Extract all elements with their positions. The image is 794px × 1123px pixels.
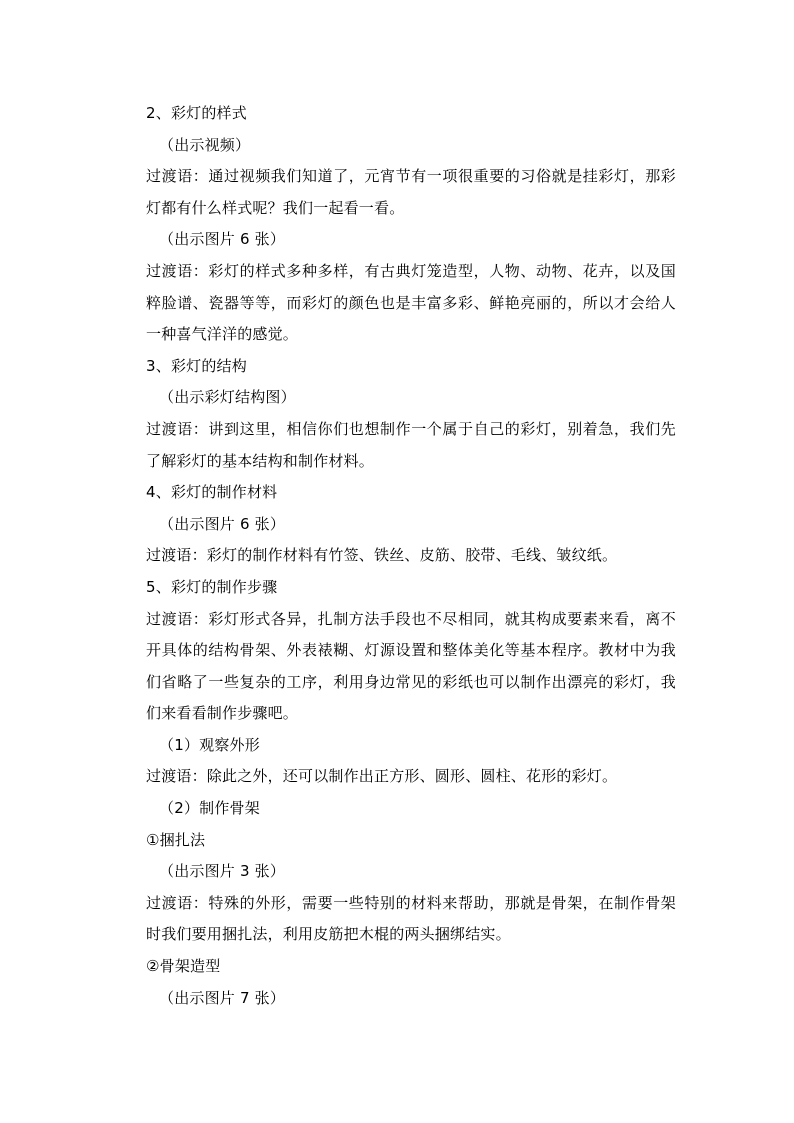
paragraph-step-frame: （2）制作骨架 — [159, 799, 260, 818]
paragraph-transition: 过渡语：彩灯的制作材料有竹签、铁丝、皮筋、胶带、毛线、皱纹纸。 — [146, 546, 618, 565]
paragraph-note-images: （出示图片 7 张） — [159, 988, 286, 1007]
paragraph-heading-style: 2、彩灯的样式 — [146, 104, 247, 122]
paragraph-subheading-binding: ①捆扎法 — [146, 830, 206, 849]
paragraph-note-images: （出示图片 3 张） — [159, 862, 286, 881]
paragraph-transition: 过渡语：除此之外，还可以制作出正方形、圆形、圆柱、花形的彩灯。 — [146, 767, 618, 786]
paragraph-transition: 过渡语：讲到这里，相信你们也想制作一个属于自己的彩灯，别着急，我们先了解彩灯的基本结构和制作材料。 — [146, 419, 676, 470]
paragraph-transition: 过渡语：通过视频我们知道了，元宵节有一项很重要的习俗就是挂彩灯，那彩灯都有什么样式呢？我们一起看一看。 — [146, 167, 676, 217]
paragraph-note-images: （出示图片 6 张） — [159, 230, 286, 249]
paragraph-heading-structure: 3、彩灯的结构 — [146, 356, 247, 375]
paragraph-note-video: （出示视频） — [159, 135, 251, 154]
paragraph-transition: 过渡语：彩灯的样式多种多样，有古典灯笼造型，人物、动物、花卉，以及国粹脸谱、瓷器等等，而彩灯的颜色也是丰富多彩、鲜艳亮丽的，所以才会给人一种喜气洋洋的感觉。 — [146, 261, 676, 344]
paragraph-transition: 过渡语：特殊的外形，需要一些特别的材料来帮助，那就是骨架，在制作骨架时我们要用捆扎法，利用皮筋把木棍的两头捆绑结实。 — [146, 893, 676, 944]
paragraph-note-images: （出示图片 6 张） — [159, 514, 286, 533]
paragraph-heading-materials: 4、彩灯的制作材料 — [146, 483, 278, 502]
paragraph-heading-steps: 5、彩灯的制作步骤 — [146, 577, 278, 596]
document-body — [146, 98, 676, 1014]
paragraph-note-structure-diagram: （出示彩灯结构图） — [159, 388, 296, 407]
paragraph-subheading-frame-shape: ②骨架造型 — [146, 957, 221, 976]
paragraph-step-observe: （1）观察外形 — [159, 735, 260, 754]
paragraph-transition: 过渡语：彩灯形式各异，扎制方法手段也不尽相同，就其构成要素来看，离不开具体的结构骨架、外表裱糊、灯源设置和整体美化等基本程序。教材中为我们省略了一些复杂的工序，利用身边常见的彩纸也可以制作出漂亮的彩灯，我们来看看制作步骤吧。 — [146, 609, 676, 723]
